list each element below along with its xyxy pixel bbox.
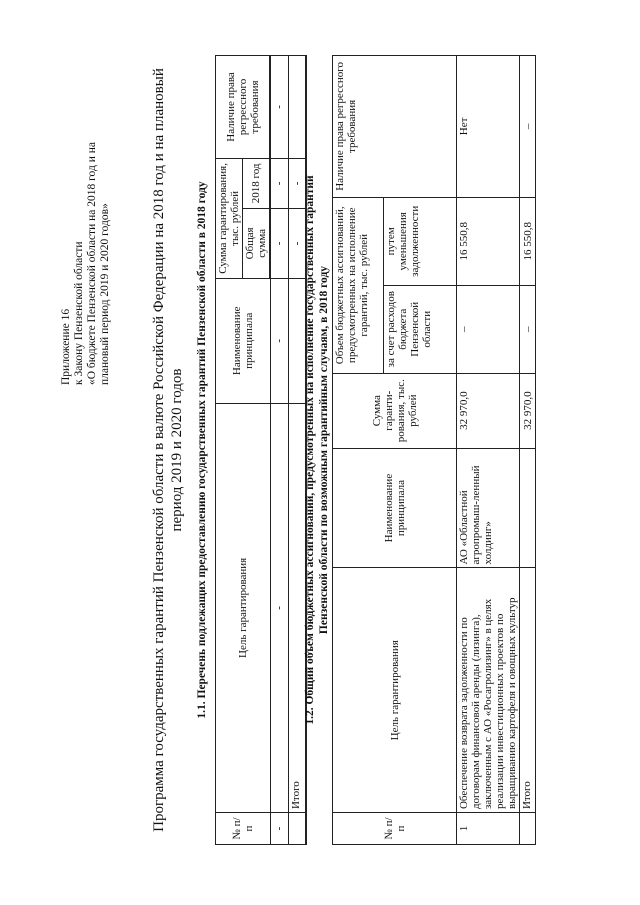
budget-allocations-table: [332, 55, 536, 845]
section2-title: [303, 55, 331, 845]
header-regress: Наличие права регрессного требования: [216, 56, 271, 159]
cell-regress: Нет: [457, 56, 520, 198]
appendix-line: «О бюджете Пензенской области на 2018 год и на: [86, 142, 98, 385]
section2-title-line: 1.2. Общий объем бюджетных ассигнований, предусмотренных на исполнение государственных гарантий: [304, 175, 316, 725]
table-total-row: [520, 56, 536, 845]
cell-num: -: [270, 813, 288, 845]
header-num: № п/п: [216, 813, 271, 845]
cell-debt: 16 550,8: [457, 197, 520, 285]
cell-total: -: [270, 208, 288, 278]
header-purpose: Цель гарантирования: [216, 403, 271, 812]
guarantees-list-table: [215, 55, 307, 845]
appendix-line: к Закону Пензенской области: [73, 241, 85, 385]
header-debt: путем уменьшения задолженности: [384, 197, 457, 285]
cell-empty: [520, 813, 536, 845]
header-regress: Наличие права регрессного требования: [333, 56, 457, 198]
header-sources: за счет расходов бюджета Пензенской области: [384, 285, 457, 373]
table-header-row: [333, 56, 384, 845]
total-sources: –: [520, 285, 536, 373]
section1-title: 1.1. Перечень подлежащих предоставлению государственных гарантий Пензенской области в 2018 году: [196, 181, 208, 719]
total-debt: 16 550,8: [520, 197, 536, 285]
section2-title-line: Пензенской области по возможным гарантийным случаям, в 2018 году: [318, 265, 330, 635]
header-principal: Наименование принципала: [216, 278, 271, 403]
cell-purpose: Обеспечение возврата задолженности по договорам финансовой аренды (лизинга), заключенным с АО «Росагролизинг» в целях реализации инвестиционных проектов по выращиванию картофеля и овощных культур: [457, 568, 520, 813]
total-total: -: [288, 208, 306, 278]
cell-regress: -: [270, 56, 288, 159]
header-principal: Наименование принципала: [333, 448, 457, 568]
main-title-line: Программа государственных гарантий Пензенской области в валюте Российской Федерации на 2018 год и на плановый: [151, 68, 167, 832]
cell-sources: –: [457, 285, 520, 373]
table-header-row: [216, 56, 243, 845]
total-regress: –: [520, 56, 536, 198]
total-label: Итого: [520, 568, 536, 813]
main-title-line: период 2019 и 2020 годов: [169, 368, 185, 532]
header-amount: Сумма гаранти-рования, тыс. рублей: [333, 373, 457, 448]
appendix-header: [60, 55, 112, 385]
header-purpose: Цель гарантирования: [333, 568, 457, 813]
cell-year: -: [270, 158, 288, 208]
cell-empty: [520, 448, 536, 568]
cell-num: 1: [457, 813, 520, 845]
table-row: [270, 56, 288, 845]
main-title: [150, 55, 186, 845]
header-amount: Сумма гарантирования, тыс. рублей: [216, 158, 243, 278]
header-year: 2018 год: [243, 158, 271, 208]
header-num: № п/п: [333, 813, 457, 845]
header-total: Общая сумма: [243, 208, 271, 278]
header-budget: Объем бюджетных ассигнований, предусмотренных на исполнение гарантий, тыс. рублей: [333, 197, 384, 373]
cell-purpose: -: [270, 403, 288, 812]
appendix-line: плановый период 2019 и 2020 годов»: [99, 203, 111, 385]
table-row: [457, 56, 520, 845]
appendix-line: Приложение 16: [60, 308, 72, 385]
cell-principal: -: [270, 278, 288, 403]
total-amount: 32 970,0: [520, 373, 536, 448]
total-year: -: [288, 158, 306, 208]
total-label: Итого: [288, 403, 306, 812]
cell-amount: 32 970,0: [457, 373, 520, 448]
cell-principal: АО «Областной агропромыш-ленный холдинг»: [457, 448, 520, 568]
